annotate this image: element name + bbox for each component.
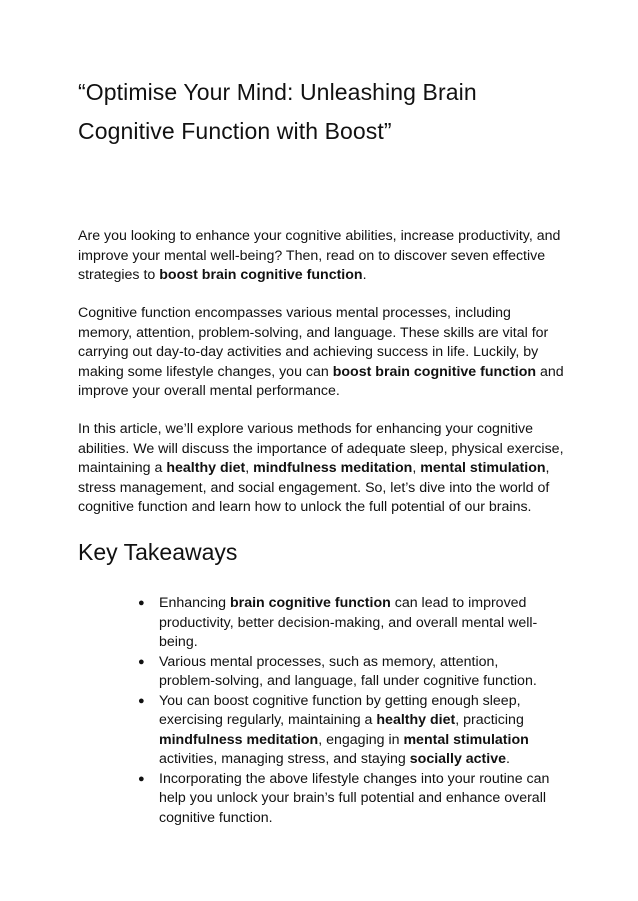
- text-run: Are you looking to enhance your cognitive abilities, increase productivity, and improve your mental well-being? Then, read on to discover seven effective strategies to: [78, 228, 561, 283]
- list-item: [138, 692, 558, 770]
- text-run: You can boost cognitive function by getting enough sleep, exercising regularly, maintaining a: [159, 692, 521, 728]
- bold-phrase: boost brain cognitive function: [332, 363, 537, 380]
- bullet-icon: ●: [138, 597, 145, 609]
- intro-paragraph-2: [78, 304, 568, 402]
- text-run: and improve your overall mental performance.: [78, 363, 564, 399]
- text-run: ,: [412, 460, 421, 476]
- list-item: [138, 770, 558, 829]
- bullet-icon: ●: [138, 772, 145, 785]
- bullet-icon: ●: [138, 694, 145, 707]
- text-run: , practicing: [455, 712, 524, 728]
- bold-phrase: mindfulness meditation: [253, 460, 413, 476]
- bold-phrase: boost brain cognitive function: [159, 267, 363, 283]
- text-run: In this article, we’ll explore various methods for enhancing your cognitive abilities. We will discuss the importance of adequate sleep, physical exercise, maintaining a: [78, 421, 564, 476]
- text-run: can lead to improved productivity, better decision-making, and overall mental well-being.: [159, 595, 538, 650]
- page-title: “Optimise Your Mind: Unleashing Brain Cognitive Function with Boost”: [78, 79, 477, 144]
- bold-phrase: brain cognitive function: [230, 595, 391, 611]
- bold-phrase: socially active: [409, 751, 507, 767]
- text-run: Incorporating the above lifestyle changes into your routine can help you unlock your brain’s full potential and enhance overall cognitive function.: [159, 770, 550, 826]
- list-item: [138, 594, 558, 653]
- text-run: Various mental processes, such as memory, attention, problem-solving, and language, fall under cognitive function.: [159, 653, 537, 689]
- text-run: Cognitive function encompasses various mental processes, including memory, attention, problem-solving, and language. These skills are vital for carrying out day-to-day activities and achieving success in life. Luckily, by making some lifestyle changes, you can: [78, 305, 549, 380]
- text-run: .: [362, 267, 367, 283]
- section-heading-key-takeaways: Key Takeaways: [78, 539, 238, 565]
- text-run: Enhancing: [159, 595, 230, 611]
- bold-phrase: mindfulness meditation: [159, 731, 319, 748]
- bold-phrase: mental stimulation: [403, 731, 529, 748]
- text-run: .: [506, 751, 510, 767]
- bold-phrase: healthy diet: [166, 460, 246, 476]
- text-run: ,: [245, 460, 254, 476]
- list-item: [138, 653, 558, 692]
- takeaways-list: [138, 594, 558, 828]
- intro-paragraph-1: [78, 227, 568, 286]
- bold-phrase: healthy diet: [376, 712, 456, 728]
- bullet-icon: ●: [138, 655, 145, 668]
- text-run: , engaging in: [318, 731, 404, 748]
- text-run: activities, managing stress, and staying: [159, 751, 410, 767]
- bold-phrase: mental stimulation: [420, 460, 546, 476]
- intro-paragraph-3: [78, 420, 568, 518]
- text-run: , stress management, and social engagement. So, let’s dive into the world of cognitive function and learn how to unlock the full potential of our brains.: [78, 460, 550, 515]
